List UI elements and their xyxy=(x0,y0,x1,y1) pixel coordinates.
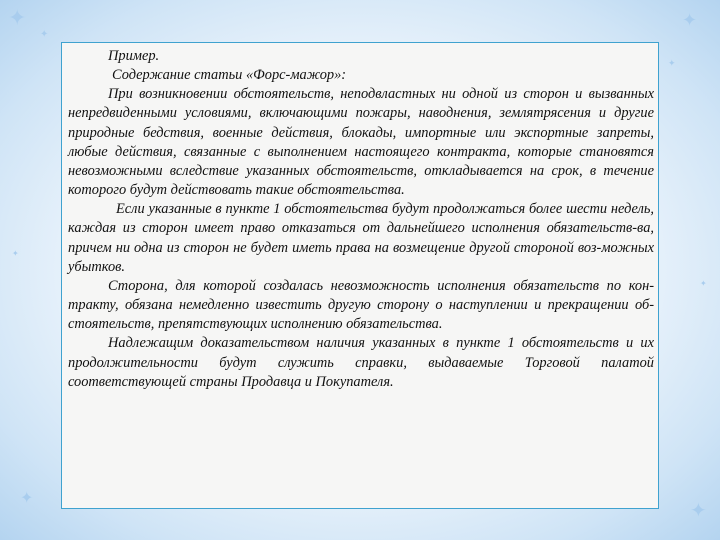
sparkle-decoration: ✦ xyxy=(20,488,34,507)
sparkle-decoration: ✦ xyxy=(8,6,27,31)
sparkle-decoration: ✦ xyxy=(682,10,698,31)
paragraph-force-majeure: При возникновении обстоятельств, неподвластных ни одной из сторон и вызванных непредвиденными условиями, включающими пожары, наводнения, землятрясения и другие природные бедствия, военные действия, блокады, импортные или экспортные запреты, любые действия, связанные с выполнением настоящего контракта, которые становятся невозможными вследствие указанных обстоятельств, откладывается на срок, в течение которого будут действовать такие обстоятельства. xyxy=(68,86,654,199)
sparkle-decoration: ✦ xyxy=(700,279,707,288)
sparkle-decoration: ✦ xyxy=(40,29,49,40)
paragraph-duration: Если указанные в пункте 1 обстоятельства будут продолжаться более шести недель, каждая из сторон имеет право отказаться от дальнейшего исполнения обязательств-ва, причем ни одна из сторон не будет иметь права на возмещение другой стороной воз-можных убытков. xyxy=(68,201,654,275)
paragraph-evidence: Надлежащим доказательством наличия указанных в пункте 1 обстоятельств и их продолжительности будут служить справки, выдаваемые Торговой палатой соответствующей страны Продавца и Покупателя. xyxy=(68,335,654,390)
document-frame xyxy=(61,42,659,509)
sparkle-decoration: ✦ xyxy=(12,249,19,258)
sparkle-decoration: ✦ xyxy=(668,59,676,69)
sparkle-decoration: ✦ xyxy=(690,498,707,522)
example-heading: Пример. xyxy=(108,48,160,64)
document-text xyxy=(68,47,654,392)
paragraph-notification: Сторона, для которой создалась невозможность исполнения обязательств по кон-тракту, обязана немедленно известить другую сторону о наступлении и прекращении об-стоятельств, препятствующих исполнению обязательства. xyxy=(68,277,654,333)
article-title: Содержание статьи «Форс-мажор»: xyxy=(112,67,347,84)
